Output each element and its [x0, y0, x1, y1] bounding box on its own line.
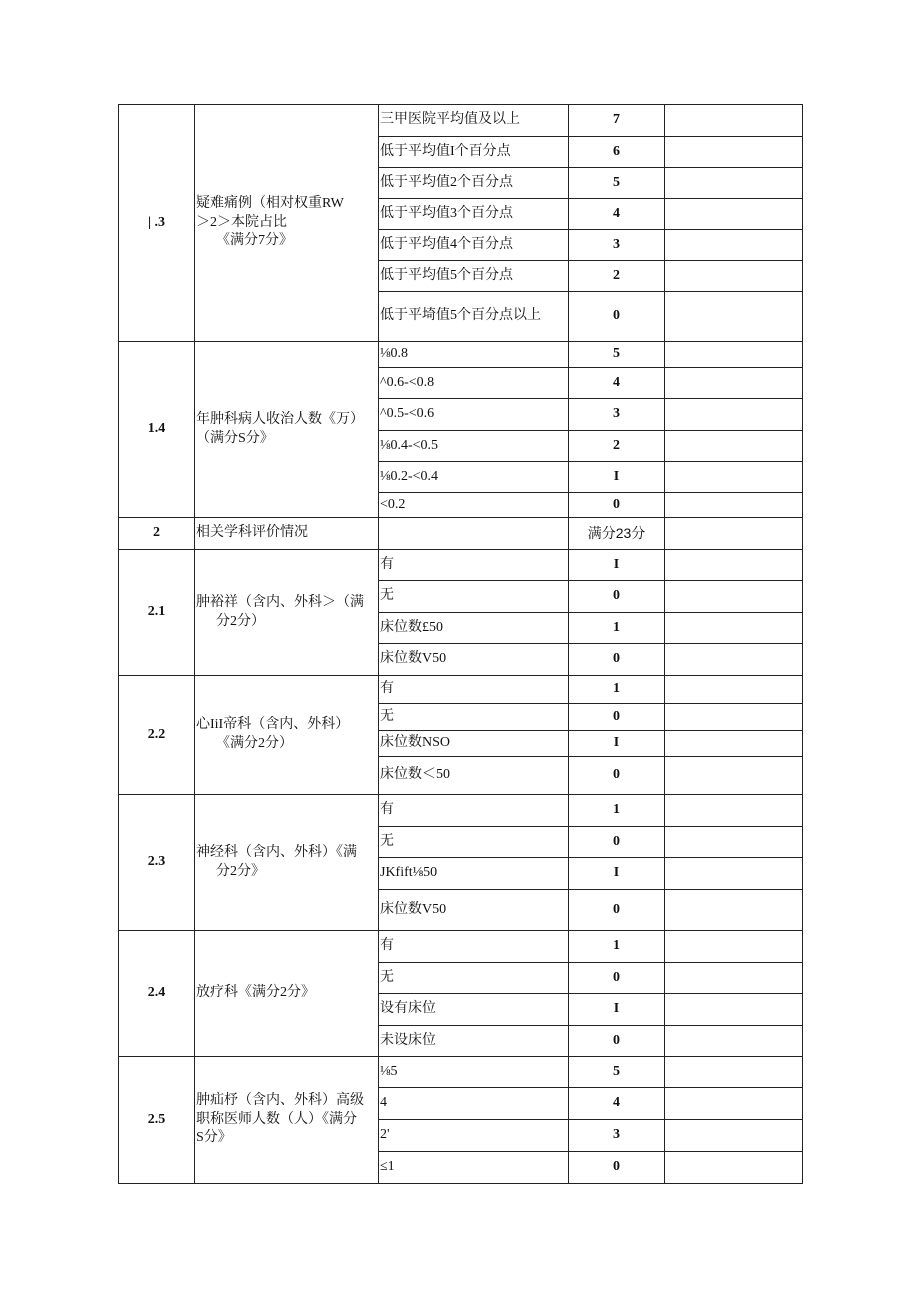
item-number: | .3: [119, 105, 195, 342]
item-description-line: 《满分2分）: [216, 736, 293, 751]
item-description-line: 神经科（含内、外科）《满: [196, 844, 357, 860]
criterion-score: I: [569, 462, 665, 493]
remark-cell: [665, 493, 803, 518]
criterion-option: 有: [379, 676, 569, 704]
remark-cell: [665, 342, 803, 368]
remark-cell: [665, 676, 803, 704]
criterion-option: 低于平埼值5个百分点以上: [379, 292, 569, 342]
criterion-option: 4: [379, 1088, 569, 1120]
criterion-option: 低于平均值3个百分点: [379, 199, 569, 230]
criterion-score: 0: [569, 1152, 665, 1184]
remark-cell: [665, 199, 803, 230]
remark-cell: [665, 550, 803, 581]
criterion-option: ⅛0.4-<0.5: [379, 431, 569, 462]
criterion-score: I: [569, 858, 665, 890]
item-number: 2.3: [119, 795, 195, 931]
remark-cell: [665, 1120, 803, 1152]
remark-cell: [665, 1088, 803, 1120]
criterion-option: 有: [379, 550, 569, 581]
table-row: [119, 1057, 803, 1088]
table-row: [119, 342, 803, 368]
item-description-line: 放疗科《满分2分》: [196, 985, 315, 1001]
scoring-table: [118, 104, 803, 1184]
criterion-score: 5: [569, 342, 665, 368]
item-description-line: 《满分7分》: [216, 233, 293, 249]
criterion-option: ⅛0.2-<0.4: [379, 462, 569, 493]
category-number: 2: [119, 518, 195, 550]
criterion-score: 3: [569, 399, 665, 431]
remark-cell: [665, 963, 803, 994]
criterion-score: 3: [569, 230, 665, 261]
remark-cell: [665, 890, 803, 931]
remark-cell: [665, 1057, 803, 1088]
remark-cell: [665, 518, 803, 550]
criterion-score: 0: [569, 963, 665, 994]
category-row: [119, 518, 803, 550]
criterion-score: 0: [569, 827, 665, 858]
item-description-line: 疑难痛例（相对权重RW: [196, 195, 344, 211]
criterion-score: I: [569, 550, 665, 581]
remark-cell: [665, 368, 803, 399]
criterion-score: 3: [569, 1120, 665, 1152]
criterion-option: 床位数V50: [379, 644, 569, 676]
item-description: [195, 105, 379, 342]
criterion-option: 低于平均值4个百分点: [379, 230, 569, 261]
criterion-score: 0: [569, 890, 665, 931]
category-empty-cell: [379, 518, 569, 550]
remark-cell: [665, 613, 803, 644]
item-description-line: S分》: [196, 1130, 232, 1146]
item-description: [195, 1057, 379, 1184]
remark-cell: [665, 827, 803, 858]
category-score: 满分23分: [569, 518, 665, 550]
remark-cell: [665, 704, 803, 731]
remark-cell: [665, 581, 803, 613]
criterion-score: 0: [569, 292, 665, 342]
criterion-score: 1: [569, 613, 665, 644]
criterion-option: <0.2: [379, 493, 569, 518]
category-title: 相关学科评价情况: [195, 518, 379, 550]
remark-cell: [665, 795, 803, 827]
criterion-score: 0: [569, 757, 665, 795]
criterion-option: 床位数NSO: [379, 731, 569, 757]
criterion-option: ⅛5: [379, 1057, 569, 1088]
criterion-score: 0: [569, 581, 665, 613]
table-row: [119, 795, 803, 827]
remark-cell: [665, 731, 803, 757]
item-description-line: 职称医师人数（人）《满分: [196, 1111, 357, 1127]
item-number: 2.1: [119, 550, 195, 676]
criterion-score: 1: [569, 795, 665, 827]
criterion-option: 设有床位: [379, 994, 569, 1026]
table-row: [119, 931, 803, 963]
criterion-score: 2: [569, 431, 665, 462]
remark-cell: [665, 105, 803, 137]
criterion-option: 低于平均值5个百分点: [379, 261, 569, 292]
criterion-score: 2: [569, 261, 665, 292]
item-description-line: 分2分）: [216, 613, 265, 629]
table-row: [119, 550, 803, 581]
remark-cell: [665, 757, 803, 795]
table-row: [119, 105, 803, 137]
remark-cell: [665, 462, 803, 493]
criterion-option: 低于平均值2个百分点: [379, 168, 569, 199]
remark-cell: [665, 1026, 803, 1057]
remark-cell: [665, 644, 803, 676]
criterion-option: 无: [379, 827, 569, 858]
item-number: 1.4: [119, 342, 195, 518]
remark-cell: [665, 292, 803, 342]
criterion-option: 三甲医院平均值及以上: [379, 105, 569, 137]
criterion-option: 2': [379, 1120, 569, 1152]
table-row: [119, 676, 803, 704]
criterion-option: 未设床位: [379, 1026, 569, 1057]
criterion-option: ⅛0.8: [379, 342, 569, 368]
criterion-option: 床位数＜50: [379, 757, 569, 795]
criterion-score: 0: [569, 644, 665, 676]
criterion-option: 有: [379, 795, 569, 827]
item-description-line: 年肿科病人收治人数《万）: [196, 411, 364, 427]
criterion-score: 5: [569, 168, 665, 199]
remark-cell: [665, 431, 803, 462]
item-number: 2.4: [119, 931, 195, 1057]
criterion-option: 床位数£50: [379, 613, 569, 644]
criterion-score: I: [569, 994, 665, 1026]
criterion-option: 无: [379, 581, 569, 613]
criterion-score: 4: [569, 1088, 665, 1120]
remark-cell: [665, 1152, 803, 1184]
item-description-line: 肿疝杼（含内、外科）高级: [196, 1092, 364, 1108]
criterion-option: 床位数V50: [379, 890, 569, 931]
criterion-score: 0: [569, 493, 665, 518]
criterion-option: 无: [379, 963, 569, 994]
criterion-score: 6: [569, 137, 665, 168]
item-description-line: 肿裕祥（含内、外科＞（满: [196, 594, 364, 610]
criterion-option: 低于平均值I个百分点: [379, 137, 569, 168]
item-number: 2.2: [119, 676, 195, 795]
item-description: [195, 550, 379, 676]
criterion-score: 0: [569, 1026, 665, 1057]
criterion-option: ≤1: [379, 1152, 569, 1184]
item-number: 2.5: [119, 1057, 195, 1184]
item-description: [195, 342, 379, 518]
item-description: [195, 931, 379, 1057]
criterion-score: I: [569, 731, 665, 757]
remark-cell: [665, 931, 803, 963]
criterion-score: 1: [569, 931, 665, 963]
remark-cell: [665, 137, 803, 168]
remark-cell: [665, 261, 803, 292]
item-description-line: （满分S分》: [196, 430, 274, 446]
remark-cell: [665, 399, 803, 431]
item-description: [195, 676, 379, 795]
item-description-line: ＞2＞本院占比: [196, 214, 287, 230]
criterion-option: 无: [379, 704, 569, 731]
criterion-option: 有: [379, 931, 569, 963]
criterion-score: 1: [569, 676, 665, 704]
criterion-option: ^0.5-<0.6: [379, 399, 569, 431]
criterion-option: JKfift⅛50: [379, 858, 569, 890]
criterion-option: ^0.6-<0.8: [379, 368, 569, 399]
remark-cell: [665, 230, 803, 261]
remark-cell: [665, 858, 803, 890]
item-description: [195, 795, 379, 931]
item-description-line: 分2分》: [216, 863, 265, 879]
criterion-score: 4: [569, 368, 665, 399]
criterion-score: 5: [569, 1057, 665, 1088]
remark-cell: [665, 994, 803, 1026]
criterion-score: 0: [569, 704, 665, 731]
criterion-score: 4: [569, 199, 665, 230]
criterion-score: 7: [569, 105, 665, 137]
item-description-line: 心IiI帝科（含内、外科）: [196, 717, 350, 733]
remark-cell: [665, 168, 803, 199]
